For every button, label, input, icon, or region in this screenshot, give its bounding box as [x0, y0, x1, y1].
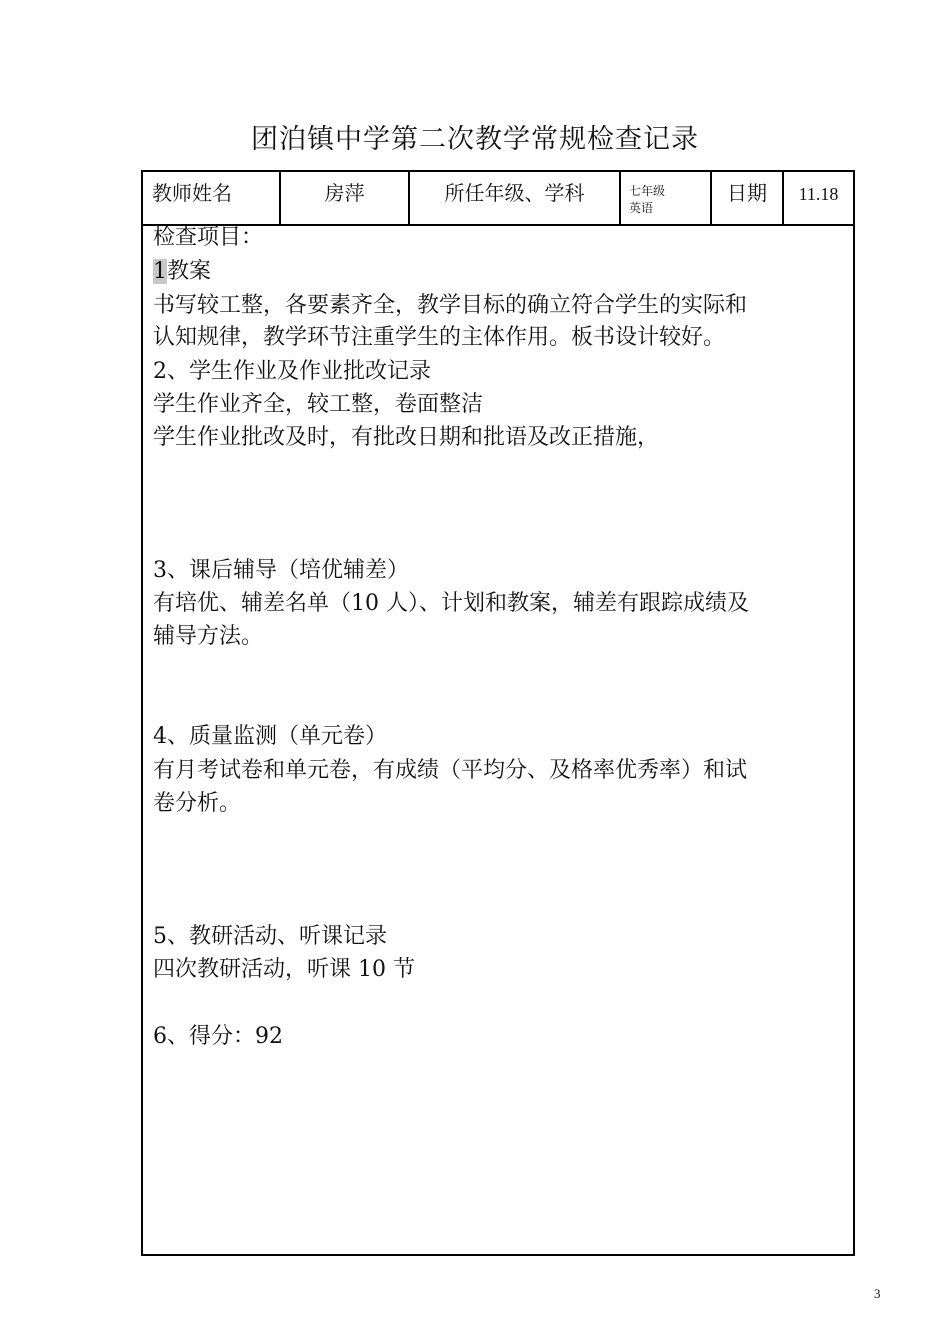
section-1-text-1: 书写较工整，各要素齐全，教学目标的确立符合学生的实际和 — [153, 293, 748, 318]
section-2-text-1: 学生作业齐全，较工整，卷面整洁 — [153, 392, 484, 417]
section-1-number: 1 — [153, 259, 167, 284]
page-title: 团泊镇中学第二次教学常规检查记录 — [251, 124, 699, 155]
section-6-score: 6、得分：92 — [153, 1024, 283, 1049]
date-value: 11.18 — [798, 184, 839, 204]
section-3-text-1: 有培优、辅差名单（10 人）、计划和教案，辅差有跟踪成绩及 — [153, 591, 749, 616]
grade-subject-value — [621, 172, 712, 224]
teacher-label: 教师姓名 — [143, 172, 281, 224]
section-2-title: 2、学生作业及作业批改记录 — [153, 359, 431, 384]
section-3-text-2: 辅导方法。 — [153, 624, 264, 649]
section-4-text-2: 卷分析。 — [153, 791, 242, 816]
date-label: 日期 — [712, 172, 784, 224]
section-4-text-1: 有月考试卷和单元卷，有成绩（平均分、及格率优秀率）和试 — [153, 758, 748, 783]
grade-value: 七年级 — [629, 184, 666, 198]
subject-value: 英语 — [629, 201, 654, 215]
section-1-heading — [153, 261, 211, 283]
section-3-title: 3、课后辅导（培优辅差） — [153, 558, 409, 583]
section-4-title: 4、质量监测（单元卷） — [153, 724, 387, 749]
inspection-content — [143, 226, 853, 1254]
header-row — [143, 172, 853, 226]
section-5-text-1: 四次教研活动，听课 10 节 — [153, 957, 415, 982]
section-2-text-2: 学生作业批改及时，有批改日期和批语及改正措施， — [153, 425, 660, 450]
grade-subject-label: 所任年级、学科 — [410, 172, 621, 224]
inspection-record-table — [141, 170, 855, 1256]
section-1-text-2: 认知规律，教学环节注重学生的主体作用。板书设计较好。 — [153, 325, 726, 350]
page-number: 3 — [874, 1286, 881, 1301]
teacher-name: 房萍 — [281, 172, 410, 224]
section-1-title: 教案 — [167, 259, 212, 284]
intro-line: 检查项目： — [153, 225, 264, 250]
section-5-title: 5、教研活动、听课记录 — [153, 924, 387, 949]
